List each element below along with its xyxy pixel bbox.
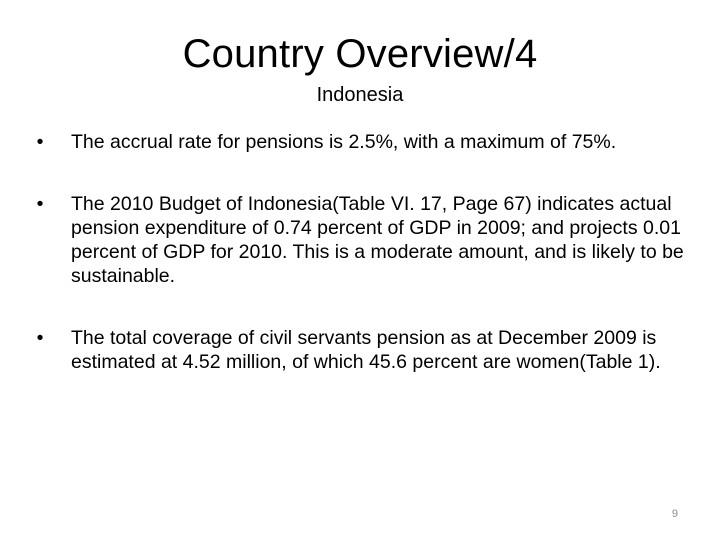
bullet-item-coverage bbox=[32, 326, 692, 374]
slide-subtitle: Indonesia bbox=[316, 84, 404, 106]
bullet-marker: • bbox=[36, 131, 44, 153]
bullet-text: The 2010 Budget of Indonesia(Table VI. 17, Page 67) indicates actual pension expenditure of 0.74 percent of GDP in 2009; and projects 0.01 percent of GDP for 2010. This is a moderate amount, and is likely to be sustainable. bbox=[71, 193, 684, 287]
bullet-item-budget bbox=[32, 192, 692, 288]
bullet-text: The total coverage of civil servants pension as at December 2009 is estimated at 4.52 million, of which 45.6 percent are women(Table 1). bbox=[71, 327, 661, 373]
bullet-item-accrual-rate bbox=[32, 130, 692, 154]
bullet-list bbox=[32, 130, 692, 374]
page-number: 9 bbox=[671, 508, 678, 520]
bullet-text: The accrual rate for pensions is 2.5%, with a maximum of 75%. bbox=[71, 131, 617, 153]
bullet-marker: • bbox=[36, 327, 44, 349]
slide-title: Country Overview/4 bbox=[182, 32, 538, 76]
bullet-marker: • bbox=[36, 193, 44, 215]
